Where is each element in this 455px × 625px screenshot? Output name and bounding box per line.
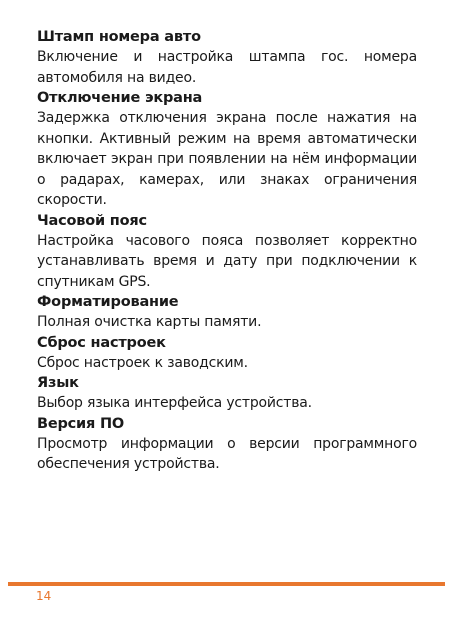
- section-title: Сброс настроек: [37, 334, 166, 351]
- page-number: 14: [36, 589, 52, 603]
- section-screen-off: [37, 88, 417, 211]
- section-reset: [37, 333, 417, 374]
- section-format: [37, 292, 417, 333]
- section-title: Отключение экрана: [37, 90, 203, 106]
- footer-divider: [8, 582, 445, 586]
- section-title: Версия ПО: [37, 415, 125, 432]
- section-timezone: [37, 211, 417, 293]
- section-body: Сброс настроек к заводским.: [37, 354, 248, 371]
- section-title: Штамп номера авто: [37, 29, 201, 45]
- section-body: Задержка отключения экрана после нажатия на кнопки. Активный режим на время автоматически включает экран при появлении на нём информации о радарах, камерах, или знаках ограничения скорости.: [37, 110, 417, 208]
- section-title: Язык: [37, 375, 79, 391]
- section-firmware-version: [37, 414, 417, 475]
- manual-page-content: [37, 27, 417, 475]
- section-body: Настройка часового пояса позволяет корректно устанавливать время и дату при подключении к спутникам GPS.: [37, 232, 417, 290]
- section-body: Включение и настройка штампа гос. номера автомобиля на видео.: [37, 49, 417, 86]
- section-plate-stamp: [37, 27, 417, 88]
- section-body: Полная очистка карты памяти.: [37, 314, 262, 330]
- section-title: Форматирование: [37, 294, 179, 310]
- section-body: Просмотр информации о версии программного обеспечения устройства.: [37, 435, 417, 472]
- section-body: Выбор языка интерфейса устройства.: [37, 395, 312, 411]
- section-language: [37, 373, 417, 414]
- section-title: Часовой пояс: [37, 212, 147, 229]
